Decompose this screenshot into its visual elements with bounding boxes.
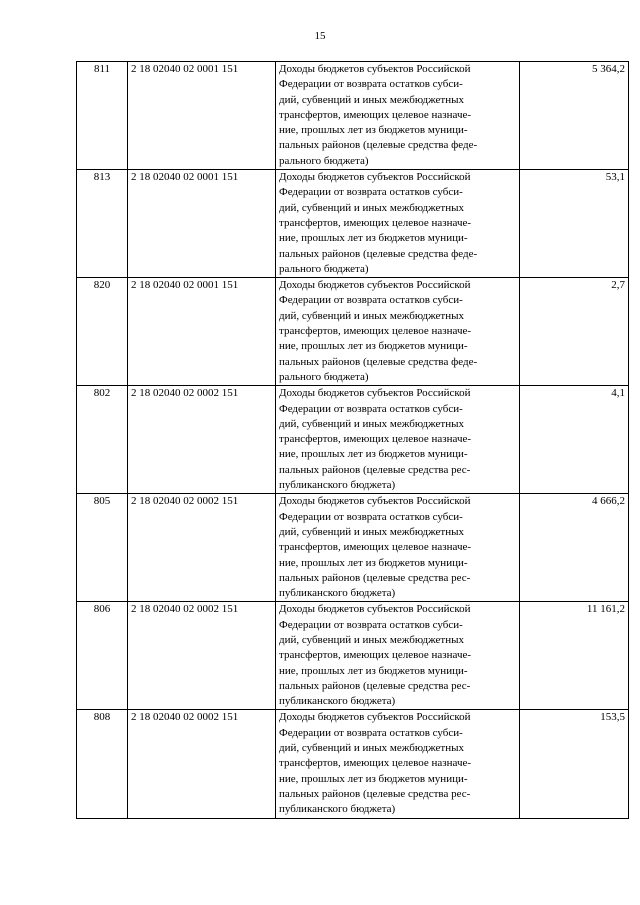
amount-cell: 11 161,2 [520, 602, 629, 710]
amount-cell: 4,1 [520, 386, 629, 494]
revenue-name-line: Доходы бюджетов субъектов Российской [279, 63, 471, 75]
revenue-name-cell [276, 62, 520, 170]
amount-cell: 4 666,2 [520, 494, 629, 602]
revenue-name-line: дий, субвенций и иных межбюджетных [279, 417, 464, 430]
revenue-name-cell [276, 386, 520, 494]
amount-cell: 153,5 [520, 710, 629, 818]
page-number: 15 [314, 30, 326, 42]
revenue-name-line: Доходы бюджетов субъектов Российской [279, 171, 471, 184]
table-body [77, 62, 629, 819]
revenue-name-line: публиканского бюджета) [279, 695, 396, 708]
table-row [77, 278, 629, 386]
revenue-name-cell [276, 602, 520, 710]
revenue-name-line: пальных районов (целевые средства феде- [279, 355, 478, 368]
revenue-name-line: ние, прошлых лет из бюджетов муници- [279, 232, 468, 245]
revenue-code-cell: 2 18 02040 02 0002 151 [128, 602, 276, 710]
admin-code-cell: 802 [77, 386, 128, 494]
revenue-name-line: пальных районов (целевые средства рес- [279, 679, 471, 692]
revenue-name-line: трансфертов, имеющих целевое назначе- [279, 216, 472, 229]
revenue-name-line: Доходы бюджетов субъектов Российской [279, 495, 471, 508]
amount-cell: 2,7 [520, 278, 629, 386]
admin-code-cell: 813 [77, 170, 128, 278]
revenue-name-line: дий, субвенций и иных межбюджетных [279, 309, 464, 322]
revenue-code-cell: 2 18 02040 02 0001 151 [128, 170, 276, 278]
revenue-name-line: дий, субвенций и иных межбюджетных [279, 201, 464, 214]
revenue-name-line: ние, прошлых лет из бюджетов муници- [279, 556, 468, 569]
revenue-name-line: публиканского бюджета) [279, 479, 396, 492]
revenue-name-line: Федерации от возврата остатков субси- [279, 402, 463, 415]
revenue-name-cell [276, 494, 520, 602]
revenue-name-line: ние, прошлых лет из бюджетов муници- [279, 448, 468, 461]
amount-cell: 5 364,2 [520, 62, 629, 170]
revenue-name-line: трансфертов, имеющих целевое назначе- [279, 757, 472, 770]
revenue-name-line: дий, субвенций и иных межбюджетных [279, 525, 464, 538]
revenue-name-line: трансфертов, имеющих целевое назначе- [279, 649, 472, 662]
revenue-name-line: дий, субвенций и иных межбюджетных [279, 633, 464, 646]
revenue-name-line: Федерации от возврата остатков субси- [279, 618, 463, 631]
revenue-name-line: ние, прошлых лет из бюджетов муници- [279, 772, 468, 785]
revenue-name-line: трансфертов, имеющих целевое назначе- [279, 541, 472, 554]
admin-code-cell: 806 [77, 602, 128, 710]
revenue-table [76, 61, 629, 819]
revenue-name-cell [276, 710, 520, 818]
revenue-name-line: публиканского бюджета) [279, 587, 396, 600]
revenue-name-line: Федерации от возврата остатков субси- [279, 510, 463, 523]
table-row [77, 602, 629, 710]
revenue-name-line: пальных районов (целевые средства феде- [279, 247, 478, 260]
admin-code-cell: 805 [77, 494, 128, 602]
revenue-code-cell: 2 18 02040 02 0001 151 [128, 278, 276, 386]
revenue-name-line: пальных районов (целевые средства рес- [279, 463, 471, 476]
table-row [77, 62, 629, 170]
revenue-name-line: Федерации от возврата остатков субси- [279, 294, 463, 307]
table-row [77, 386, 629, 494]
revenue-name-line: дий, субвенций и иных межбюджетных [279, 93, 464, 106]
revenue-name-line: Доходы бюджетов субъектов Российской [279, 603, 471, 616]
revenue-name-line: трансфертов, имеющих целевое назначе- [279, 108, 472, 121]
revenue-name-line: Доходы бюджетов субъектов Российской [279, 711, 471, 724]
revenue-name-line: ние, прошлых лет из бюджетов муници- [279, 124, 468, 137]
revenue-name-line: пальных районов (целевые средства рес- [279, 787, 471, 800]
revenue-name-line: пальных районов (целевые средства феде- [279, 139, 478, 152]
revenue-name-cell [276, 170, 520, 278]
table-row [77, 494, 629, 602]
table-row [77, 710, 629, 818]
revenue-name-line: публиканского бюджета) [279, 803, 396, 816]
amount-cell: 53,1 [520, 170, 629, 278]
revenue-name-line: трансфертов, имеющих целевое назначе- [279, 325, 472, 338]
admin-code-cell: 811 [77, 62, 128, 170]
revenue-code-cell: 2 18 02040 02 0002 151 [128, 386, 276, 494]
revenue-code-cell: 2 18 02040 02 0002 151 [128, 494, 276, 602]
admin-code-cell: 820 [77, 278, 128, 386]
revenue-name-line: пальных районов (целевые средства рес- [279, 571, 471, 584]
revenue-code-cell: 2 18 02040 02 0001 151 [128, 62, 276, 170]
revenue-name-cell [276, 278, 520, 386]
revenue-name-line: Федерации от возврата остатков субси- [279, 186, 463, 199]
admin-code-cell: 808 [77, 710, 128, 818]
revenue-name-line: Доходы бюджетов субъектов Российской [279, 387, 471, 400]
revenue-name-line: Федерации от возврата остатков субси- [279, 78, 463, 91]
revenue-name-line: ние, прошлых лет из бюджетов муници- [279, 340, 468, 353]
revenue-name-line: рального бюджета) [279, 370, 369, 383]
revenue-name-line: дий, субвенций и иных межбюджетных [279, 742, 464, 755]
revenue-name-line: рального бюджета) [279, 262, 369, 275]
revenue-name-line: Доходы бюджетов субъектов Российской [279, 279, 471, 292]
revenue-name-line: ние, прошлых лет из бюджетов муници- [279, 664, 468, 677]
revenue-name-line: Федерации от возврата остатков субси- [279, 726, 463, 739]
revenue-name-line: трансфертов, имеющих целевое назначе- [279, 433, 472, 446]
table-row [77, 170, 629, 278]
revenue-name-line: рального бюджета) [279, 154, 369, 167]
revenue-code-cell: 2 18 02040 02 0002 151 [128, 710, 276, 818]
